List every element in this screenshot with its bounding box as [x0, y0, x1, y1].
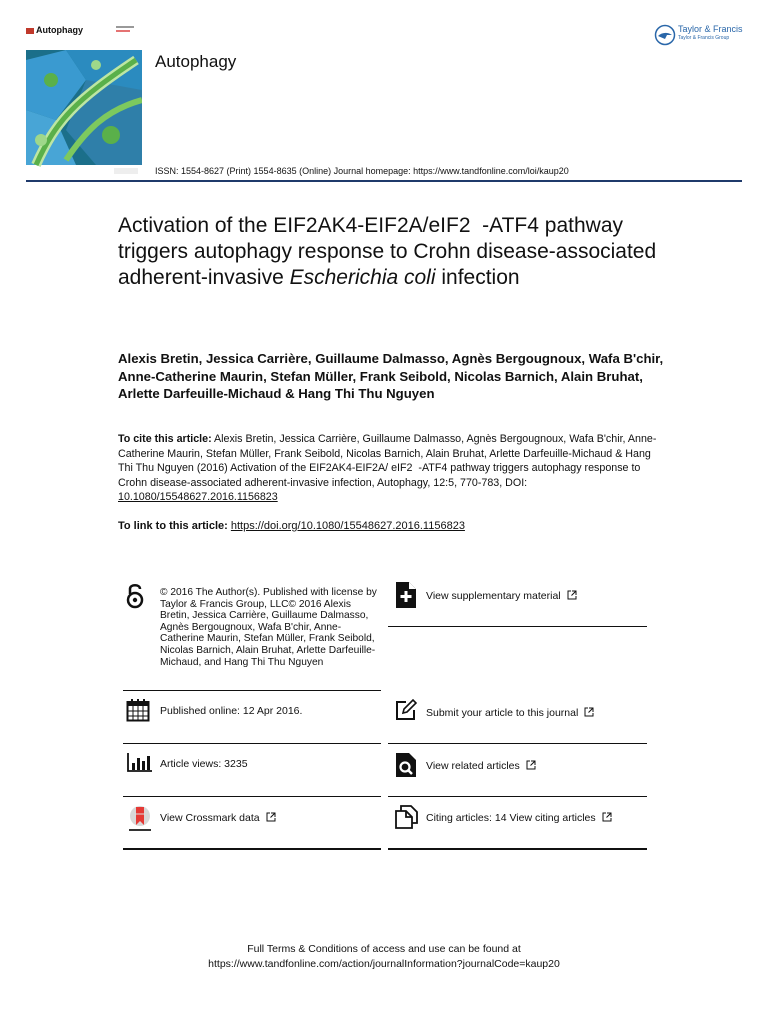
table-divider: [388, 626, 647, 627]
bar-chart-icon: [127, 752, 153, 772]
header-divider: [26, 180, 742, 182]
article-title: [118, 213, 678, 291]
journal-homepage-link[interactable]: https://www.tandfonline.com/loi/kaup20: [413, 166, 569, 176]
table-bottom-border: [388, 848, 647, 850]
crossmark-icon: [127, 805, 153, 833]
citation-text: Alexis Bretin, Jessica Carrière, Guillaume Dalmasso, Agnès Bergougnoux, Wafa B'chir, Anne-Catherine Maurin, Stefan Müller, Frank Seibold, Nicolas Barnich, Alain Bruhat, Arlette Darfeuille-Michaud & Hang Thi Thu Nguyen (2016) Activation of the EIF2AK4-EIF2A/ eIF2 -ATF4 pathway triggers autophagy response to Crohn disease-associated adherent-invasive infection, Autophagy, 12:5, 770-783, DOI:: [118, 433, 657, 489]
citing-articles-icon: [395, 805, 419, 829]
table-bottom-border: [123, 848, 381, 850]
external-link-icon: [584, 707, 594, 717]
view-supplementary-link[interactable]: [426, 590, 577, 602]
published-online-date: Published online: 12 Apr 2016.: [160, 705, 303, 717]
view-crossmark-link[interactable]: [160, 812, 276, 824]
table-divider: [388, 796, 647, 797]
submit-article-link[interactable]: [426, 707, 594, 719]
title-text-end: infection: [435, 266, 520, 289]
cover-journal-label: Autophagy: [36, 25, 83, 35]
table-divider: [123, 690, 381, 691]
publisher-subtitle: Taylor & Francis Group: [678, 35, 730, 41]
external-link-icon: [266, 812, 276, 822]
title-italic-text: Escherichia coli: [289, 266, 436, 289]
license-text: © 2016 The Author(s). Published with license by Taylor & Francis Group, LLC© 2016 Alexis Bretin, Jessica Carrière, Guillaume Dalmasso, Agnès Bergougnoux, Wafa B'chir, Anne-Catherine Maurin, Stefan Müller, Frank Seibold, Nicolas Barnich, Alain Bruhat, Arlette Darfeuille-Michaud, and Hang Thi Thu Nguyen: [160, 587, 377, 668]
citation-label: To cite this article:: [118, 433, 212, 445]
external-link-icon: [526, 760, 536, 770]
view-crossmark-label: View Crossmark data: [160, 812, 260, 824]
external-link-icon: [567, 590, 577, 600]
footer-terms-url[interactable]: https://www.tandfonline.com/action/journalInformation?journalCode=kaup20: [208, 958, 560, 970]
article-link-line: [118, 520, 465, 532]
citing-articles-label: Citing articles: 14 View citing articles: [426, 812, 596, 824]
calendar-icon: [126, 698, 150, 722]
footer-terms-text: Full Terms & Conditions of access and use can be found at: [247, 943, 521, 955]
view-related-articles-link[interactable]: [426, 760, 536, 772]
publisher-name: Taylor & Francis: [678, 24, 743, 34]
related-articles-icon: [395, 752, 417, 778]
article-doi-url-link[interactable]: https://doi.org/10.1080/15548627.2016.1156823: [230, 520, 465, 532]
article-link-label: To link to this article:: [118, 520, 231, 532]
publisher-logo[interactable]: [654, 22, 754, 52]
submit-article-label: Submit your article to this journal: [426, 707, 579, 719]
publisher-logo-icon: [654, 24, 676, 46]
issn-text: ISSN: 1554-8627 (Print) 1554-8635 (Online) Journal homepage:: [155, 166, 414, 176]
open-access-icon: [124, 582, 148, 610]
citation-doi-link[interactable]: 10.1080/15548627.2016.1156823: [118, 491, 278, 503]
edit-icon: [395, 699, 417, 721]
table-divider: [388, 743, 647, 744]
journal-name: Autophagy: [155, 52, 237, 71]
article-authors: Alexis Bretin, Jessica Carrière, Guillaume Dalmasso, Agnès Bergougnoux, Wafa B'chir, Anne-Catherine Maurin, Stefan Müller, Frank Seibold, Nicolas Barnich, Alain Bruhat, Arlette Darfeuille-Michaud & Hang Thi Thu Nguyen: [118, 351, 664, 401]
citing-articles-link[interactable]: [426, 812, 612, 824]
journal-cover-image: [26, 20, 142, 180]
table-divider: [123, 796, 381, 797]
view-supplementary-label: View supplementary material: [426, 590, 561, 602]
footer: [0, 942, 768, 972]
issn-line: [155, 166, 569, 176]
citation-block: [118, 432, 658, 505]
external-link-icon: [602, 812, 612, 822]
article-views: Article views: 3235: [160, 758, 248, 770]
table-divider: [123, 743, 381, 744]
title-text: Activation of the EIF2AK4-EIF2A/eIF2 -ATF4 pathway triggers autophagy response to Crohn disease-associated adherent-invasive: [118, 214, 657, 289]
view-related-articles-label: View related articles: [426, 760, 520, 772]
supplementary-file-icon: [395, 581, 417, 609]
